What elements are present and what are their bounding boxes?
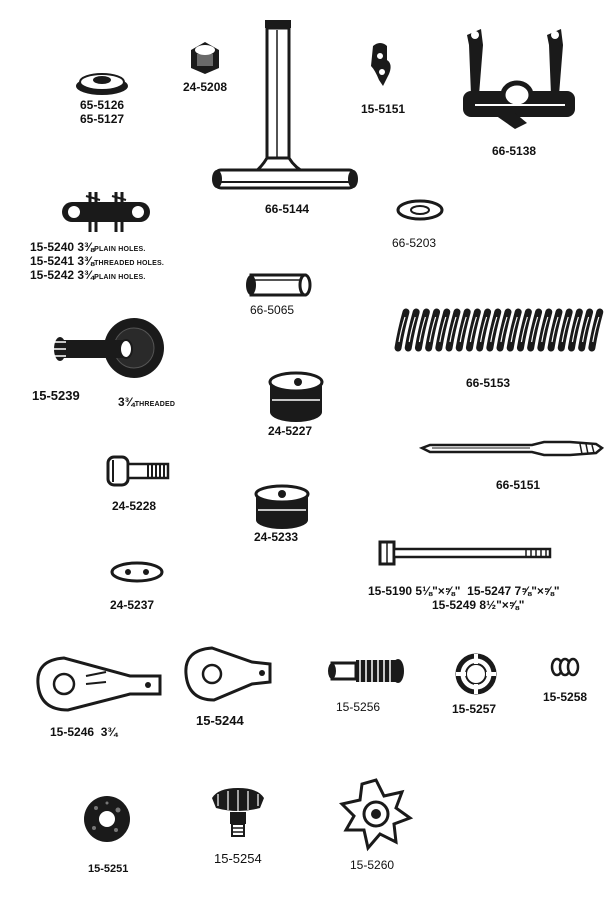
part-label-24-5228: 24-5228 <box>112 499 157 513</box>
part-label-15-5254: 15-5254 <box>214 851 262 866</box>
friction-disc-drawing <box>82 794 132 844</box>
part-label-66-5138: 66-5138 <box>492 144 537 158</box>
part-label-24-5233: 24-5233 <box>254 530 299 544</box>
part-label-15-5241: 15-5241 3⅜THREADED HOLES. <box>30 254 164 268</box>
part-label-15-5258: 15-5258 <box>543 690 588 704</box>
part-spec-15-5239: 3¾THREADED <box>118 395 176 409</box>
part-label-15-5257: 15-5257 <box>452 702 497 716</box>
part-label-66-5203: 66-5203 <box>392 236 437 250</box>
part-label-24-5208: 24-5208 <box>183 80 228 94</box>
part-label-65-5126: 65-5126 <box>80 98 125 112</box>
split-cam-drawing <box>252 484 312 530</box>
part-label-66-5151: 66-5151 <box>496 478 541 492</box>
plate-drawing <box>56 190 156 234</box>
part-label-66-5144: 66-5144 <box>265 202 310 216</box>
part-label-15-5260: 15-5260 <box>350 858 395 872</box>
eye-plate-drawing <box>182 646 274 702</box>
part-label-15-5242: 15-5242 3¾PLAIN HOLES. <box>30 268 146 282</box>
part-label-66-5153: 66-5153 <box>466 376 511 390</box>
sleeve-drawing <box>245 270 311 300</box>
long-bolt-drawing <box>376 538 556 568</box>
star-wheel-drawing <box>340 778 412 850</box>
part-label-15-5249: 15-5249 8½"×⅝" <box>432 598 525 612</box>
pillar-tube-drawing <box>205 18 365 198</box>
collar-part-drawing <box>72 68 132 98</box>
part-label-24-5237: 24-5237 <box>110 598 155 612</box>
stacked-cam-drawing <box>266 372 326 424</box>
slotted-ring-drawing <box>454 652 498 696</box>
part-label-15-5190-5247: 15-5190 5⅛"×⅝" 15-5247 7⅝"×⅝" <box>368 584 560 598</box>
part-label-65-5127: 65-5127 <box>80 112 125 126</box>
headed-pin-drawing <box>104 454 176 488</box>
part-label-15-5244: 15-5244 <box>196 713 244 728</box>
star-knob-drawing <box>208 784 268 840</box>
lever-plate-drawing <box>34 654 164 714</box>
flat-washer-drawing <box>395 198 445 222</box>
part-label-24-5227: 24-5227 <box>268 424 313 438</box>
part-label-15-5256: 15-5256 <box>336 700 381 714</box>
bracket-assembly-drawing <box>455 25 585 135</box>
coil-spring-drawing[interactable] <box>392 308 608 352</box>
tapered-rod-drawing <box>420 438 604 460</box>
clip-drawing <box>365 40 395 90</box>
arm-with-disc-drawing <box>52 318 168 380</box>
part-label-15-5240: 15-5240 3⅜PLAIN HOLES. <box>30 240 146 254</box>
threaded-sleeve-drawing <box>326 656 410 686</box>
part-label-15-5239: 15-5239 <box>32 388 80 403</box>
small-spring-drawing <box>550 656 584 678</box>
small-plate-drawing <box>108 560 166 584</box>
part-label-66-5065: 66-5065 <box>250 303 295 317</box>
part-label-15-5246: 15-5246 3¾ <box>50 725 118 739</box>
part-label-15-5151: 15-5151 <box>361 102 406 116</box>
part-label-15-5251: 15-5251 <box>88 863 129 875</box>
